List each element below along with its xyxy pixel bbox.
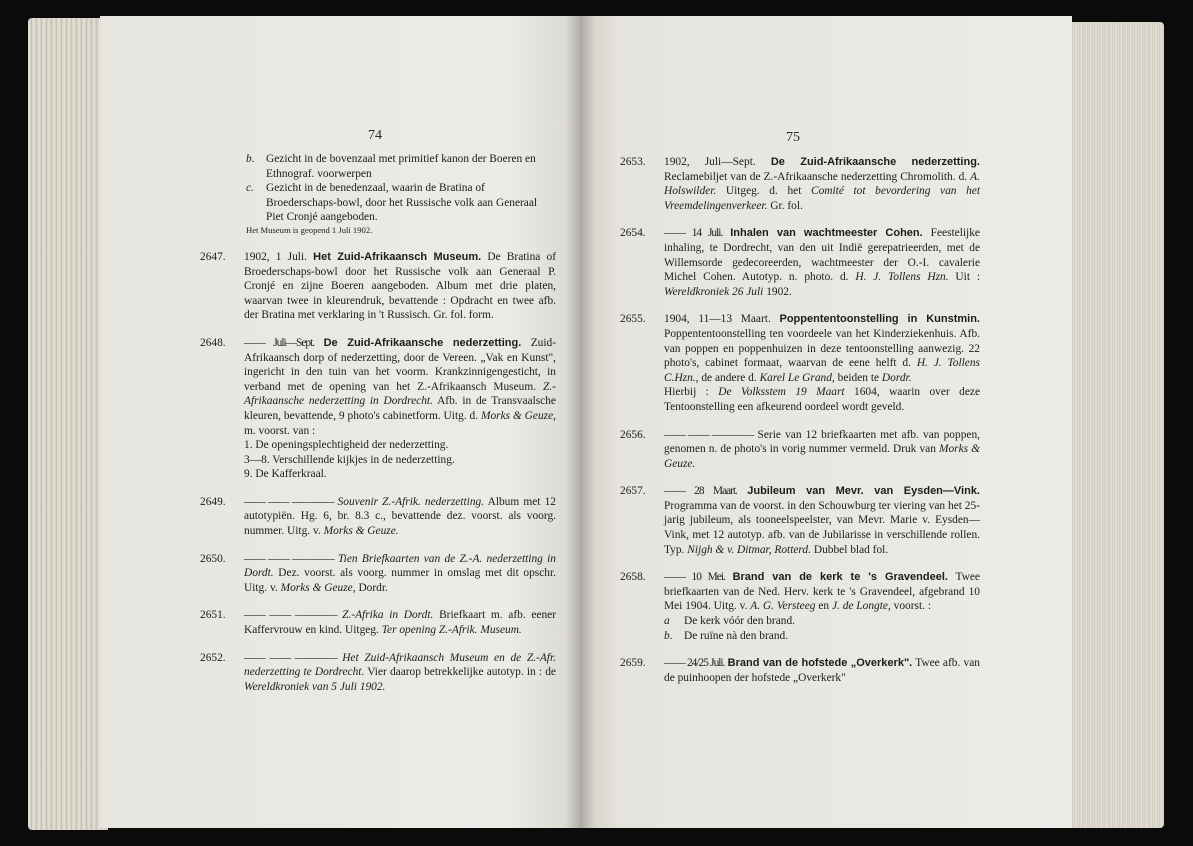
- list-item: a De kerk vóór den brand.: [664, 615, 796, 628]
- list-item: 3—8. Verschillende kijkjes in de nederzetting.: [244, 453, 455, 466]
- entry-number: 2649.: [200, 495, 226, 508]
- catalog-entry-2653: 2653. 1902, Juli—Sept. De Zuid-Afrikaansche nederzetting. Reclamebiljet van de Z.-Afrikaansche nederzetting Chromolith. d. A. Holswilder. Uitgeg. d. het Comité tot bevordering van het Vreemdelingenverkeer. Gr. fol.: [620, 156, 980, 212]
- entry-number: 2651.: [200, 609, 226, 622]
- entry-number: 2652.: [200, 651, 226, 664]
- intro-block: [200, 152, 556, 236]
- right-column: [620, 155, 980, 698]
- catalog-entry-2647: 2647. 1902, 1 Juli. Het Zuid-Afrikaansch Museum. De Bratina of Broederschaps-bowl door het Russische volk aan Generaal P. Cronjé en zijne Boeren aangeboden. Album met drie platen, waarvan twee in kleurendruk, bevattende : Opdracht en twee afb. der Bratina met verklaring in 't Russisch. Gr. fol. form.: [200, 250, 556, 322]
- entry-number: 2650.: [200, 552, 226, 565]
- catalog-entry-2651: 2651. —— —— ———— Z.-Afrika in Dordt. Briefkaart m. afb. eener Kaffervrouw en kind. Uitgeg. Ter opening Z.-Afrik. Museum.: [200, 609, 556, 637]
- entry-heading: Inhalen van wachtmeester Cohen.: [730, 227, 923, 240]
- catalog-entry-2657: 2657. —— 28 Maart. Jubileum van Mevr. van Eysden—Vink. Programma van de voorst. in den Schouwburg ter viering van het 25-jarig jubileum, als tooneelspeelster, van Mevr. Marie v. Eysden—Vink, met 12 autotyp. afb. van de Jubilarisse in verschillende rollen. Typ. Nijgh & v. Ditmar, Rotterd. Dubbel blad fol.: [620, 485, 980, 556]
- catalog-entry-2658: 2658. —— 10 Mei. Brand van de kerk te 's Gravendeel. Twee briefkaarten van de Ned. Herv. kerk te 's Gravendeel, afgebrand 10 Mei 1904. Uitg. v. A. G. Versteeg en J. de Longte, voorst. : a De kerk vóór den brand. b. De ruïne nà den brand.: [620, 571, 980, 642]
- catalog-entry-2650: 2650. —— —— ———— Tien Briefkaarten van de Z.-A. nederzetting in Dordt. Dez. voorst. als voorg. nummer in omslag met dit opschr. Uitg. v. Morks & Geuze, Dordr.: [200, 552, 556, 594]
- entry-number: 2657.: [620, 485, 646, 498]
- left-column: [200, 152, 556, 707]
- entry-number: 2654.: [620, 227, 646, 240]
- catalog-entry-2652: 2652. —— —— ———— Het Zuid-Afrikaansch Museum en de Z.-Afr. nederzetting te Dordrecht. Vier daarop betrekkelijke autotyp. in : de Wereldkroniek van 5 Juli 1902.: [200, 651, 556, 693]
- entry-heading: Brand van de hofstede „Overkerk".: [727, 657, 913, 670]
- intro-item: c. Gezicht in de benedenzaal, waarin de Bratina of Broederschaps-bowl, door het Russische volk aan Generaal Piet Cronjé aangeboden.: [246, 182, 538, 224]
- catalog-entry-2655: 2655. 1904, 11—13 Maart. Poppententoonstelling in Kunstmin. Poppententoonstelling ten voordeele van het Kinderziekenhuis. Afb. van poppen en poppenhuizen in deze tentoonstelling aanwezig. 22 photo's, cabinet formaat, waarvan de eene helft d. H. J. Tollens C.Hzn., de andere d. Karel Le Grand, beiden te Dordr. Hierbij : De Volksstem 19 Maart 1604, waarin over deze Tentoonstelling een afkeurend oordeel wordt geveld.: [620, 313, 980, 413]
- entry-heading: Jubileum van Mevr. van Eysden—Vink.: [747, 485, 980, 498]
- catalog-entry-2648: 2648. —— Juli—Sept. De Zuid-Afrikaansche nederzetting. Zuid-Afrikaansch dorp of nederzetting, door de Vereen. „Vak en Kunst", ingericht in den tuin van het voorm. Krankzinnigengesticht, in verband met de opening van het Z.-Afrikaansch Museum. Z.-Afrikaansche nederzetting in Dordrecht. Afb. in de Transvaalsche kleuren, bevattende, 9 photo's cabinetform. Uitg. d. Morks & Geuze, m. voorst. van : 1. De openingsplechtigheid der nederzetting. 3—8. Verschillende kijkjes in de nederzetting. 9. De Kafferkraal.: [200, 336, 557, 481]
- entry-heading: De Zuid-Afrikaansche nederzetting.: [323, 336, 522, 349]
- catalog-entry-2659: 2659. —— 24/25 Juli. Brand van de hofstede „Overkerk". Twee afb. van de puinhoopen der hofstede „Overkerk": [620, 657, 980, 684]
- catalog-entry-2649: 2649. —— —— ———— Souvenir Z.-Afrik. nederzetting. Album met 12 autotypiën. Hg. 6, br. 8.3 c., bevattende dez. voorst. als voorg. nummer. Uitg. v. Morks & Geuze.: [200, 495, 556, 538]
- book-gutter: [565, 16, 595, 828]
- entry-heading: Poppententoonstelling in Kunstmin.: [779, 313, 980, 326]
- page-edges-left: [28, 18, 108, 830]
- entry-heading: Brand van de kerk te 's Gravendeel.: [732, 571, 948, 584]
- page-edges-right: [1068, 22, 1164, 828]
- entry-number: 2647.: [200, 250, 226, 263]
- intro-item: b. Gezicht in de bovenzaal met primitief kanon der Boeren en Ethnograf. voorwerpen: [246, 153, 536, 180]
- page-number-left: 74: [368, 128, 382, 143]
- entry-number: 2648.: [200, 336, 226, 349]
- entry-number: 2659.: [620, 657, 646, 670]
- page-number-right: 75: [786, 130, 800, 145]
- entry-number: 2653.: [620, 156, 646, 168]
- entry-number: 2655.: [620, 313, 646, 326]
- catalog-entry-2656: 2656. —— —— ———— Serie van 12 briefkaarten met afb. van poppen, genomen n. de photo's in vorig nummer vermeld. Druk van Morks & Geuze.: [620, 428, 980, 470]
- list-item: b. De ruïne nà den brand.: [664, 629, 789, 642]
- entry-heading: Het Zuid-Afrikaansch Museum.: [313, 250, 482, 263]
- catalog-entry-2654: 2654. —— 14 Juli. Inhalen van wachtmeester Cohen. Feestelijke inhaling, te Dordrecht, van den uit Indië gerepatrieerden, met de Willemsorde gedecoreerden, wachtmeester der O.-I. cavalerie Michel Cohen. Autotyp. n. photo. d. H. J. Tollens Hzn. Uit : Wereldkroniek 26 Juli 1902.: [620, 227, 980, 298]
- list-item: 1. De openingsplechtigheid der nederzetting.: [244, 439, 449, 452]
- intro-note: Het Museum is geopend 1 Juli 1902.: [246, 224, 373, 235]
- entry-number: 2656.: [620, 428, 646, 441]
- entry-number: 2658.: [620, 571, 646, 584]
- entry-heading: De Zuid-Afrikaansche nederzetting.: [770, 156, 980, 168]
- list-item: 9. De Kafferkraal.: [244, 468, 327, 481]
